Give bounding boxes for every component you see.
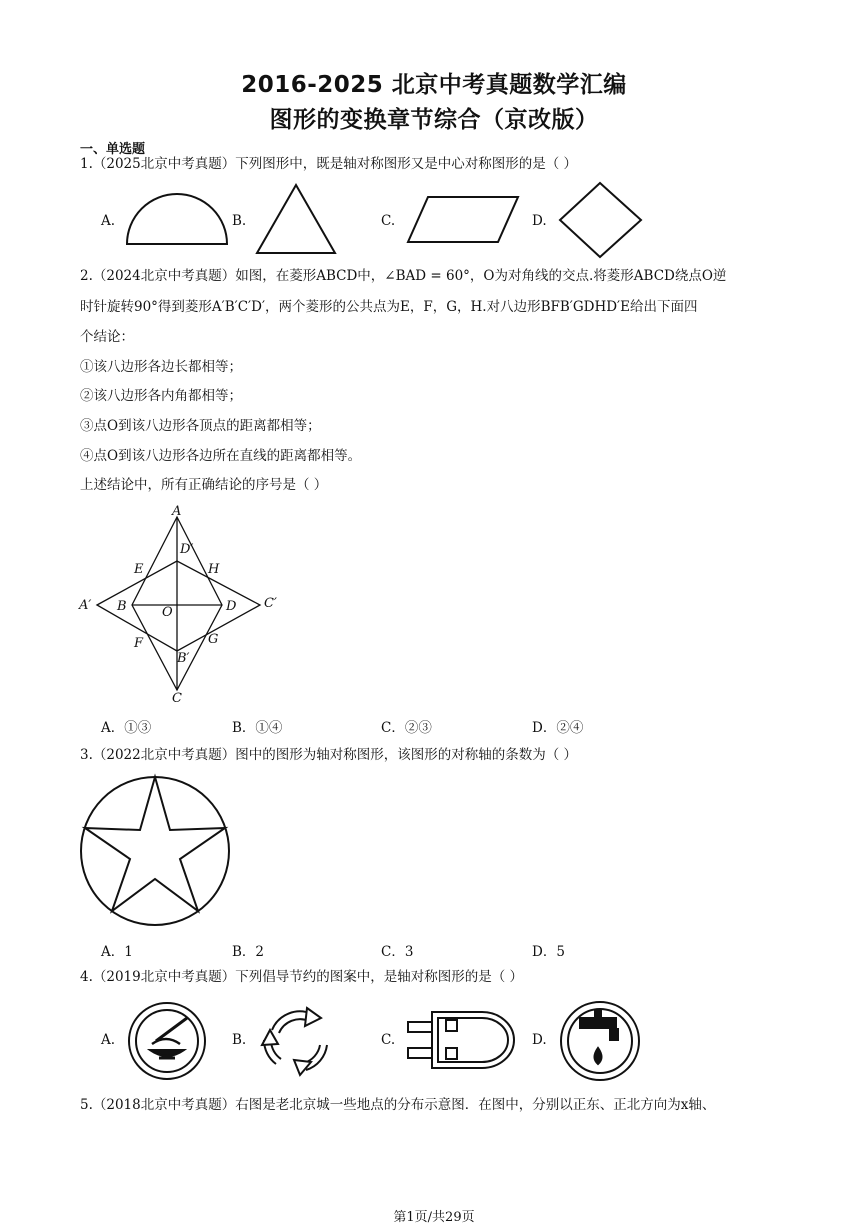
label-b: B [117, 599, 127, 614]
label-d-prime: D′ [180, 542, 194, 557]
label-c-prime: C′ [264, 596, 277, 611]
q2-conclusion-4: ④点O到该八边形各边所在直线的距离都相等。 [80, 448, 362, 464]
q2-stem-line3: 个结论： [80, 329, 134, 345]
q3-stem: 3.（2022北京中考真题）图中的图形为轴对称图形，该图形的对称轴的条数为（ ） [80, 747, 578, 763]
label-b-prime: B′ [177, 651, 190, 666]
q1-stem: 1.（2025北京中考真题）下列图形中，既是轴对称图形又是中心对称图形的是（ ） [80, 156, 578, 172]
label-g: G [208, 632, 219, 647]
q2-stem-line1: 2.（2024北京中考真题）如图，在菱形ABCD中，∠BAD = 60°，O为对角线的交点.将菱形ABCD绕点O逆 [80, 268, 727, 284]
label-a: A [172, 504, 182, 519]
q3-option-c: C．3 [381, 944, 414, 960]
q2-option-b: B．①④ [232, 720, 283, 736]
q5-stem: 5.（2018北京中考真题）右图是老北京城一些地点的分布示意图．在图中，分别以正东、正北方向为x轴、 [80, 1097, 716, 1113]
q1-option-d: D. [532, 213, 547, 229]
q2-option-a: A．①③ [101, 720, 152, 736]
page-subtitle: 图形的变换章节综合（京改版） [269, 107, 599, 133]
q1-option-b: B. [232, 213, 247, 229]
bowl-symbol [129, 1003, 205, 1079]
label-o: O [162, 605, 173, 620]
q1-option-a: A. [101, 213, 116, 229]
label-e: E [134, 562, 144, 577]
q4-option-b: B. [232, 1032, 247, 1048]
label-a-prime: A′ [79, 598, 92, 613]
label-c: C [172, 691, 182, 706]
q2-question: 上述结论中，所有正确结论的序号是（ ） [80, 477, 328, 493]
q2-conclusion-1: ①该八边形各边长都相等； [80, 359, 242, 375]
section-heading: 一、单选题 [80, 142, 146, 157]
q2-stem-line2: 时针旋转90°得到菱形A′B′C′D′，两个菱形的公共点为E，F，G，H.对八边形BFB′GDHD′E给出下面四 [80, 299, 698, 315]
page-number: 第1页/共29页 [393, 1210, 475, 1225]
q2-conclusion-2: ②该八边形各内角都相等； [80, 388, 242, 404]
q4-option-c: C. [381, 1032, 396, 1048]
q2-conclusion-3: ③点O到该八边形各顶点的距离都相等； [80, 418, 321, 434]
q3-option-b: B．2 [232, 944, 265, 960]
recycle-symbol [262, 1008, 327, 1075]
q3-option-a: A．1 [101, 944, 133, 960]
q1-option-c: C. [381, 213, 396, 229]
q4-stem: 4.（2019北京中考真题）下列倡导节约的图案中，是轴对称图形的是（ ） [80, 969, 524, 985]
plug-symbol [408, 1012, 514, 1068]
q4-option-d: D. [532, 1032, 547, 1048]
page-title: 2016-2025 北京中考真题数学汇编 [241, 72, 627, 98]
q3-option-d: D．5 [532, 944, 565, 960]
label-h: H [208, 562, 220, 577]
faucet-symbol [561, 1002, 639, 1080]
q4-option-a: A. [101, 1032, 116, 1048]
label-d: D [226, 599, 237, 614]
q2-option-c: C．②③ [381, 720, 432, 736]
label-f: F [134, 636, 144, 651]
q2-option-d: D．②④ [532, 720, 584, 736]
